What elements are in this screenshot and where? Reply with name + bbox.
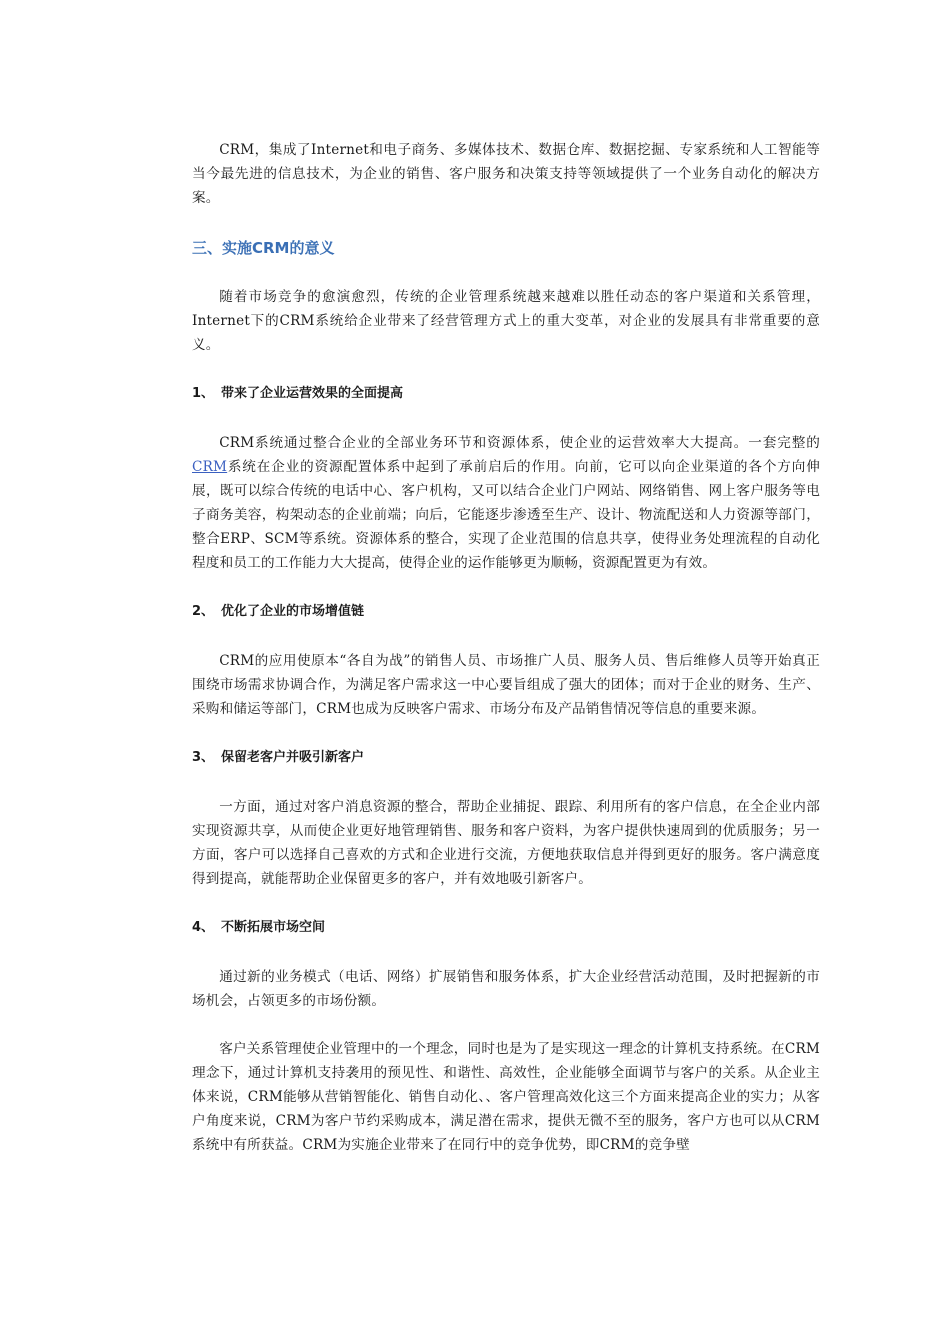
subsection-title-3 (192, 746, 820, 770)
section-title: 三、实施CRM的意义 (192, 239, 335, 257)
crm-link[interactable]: CRM (192, 459, 228, 475)
subsection-title-1 (192, 382, 820, 406)
subsection-title-text: 带来了企业运营效果的全面提高 (221, 386, 404, 401)
subsection-title-4 (192, 916, 820, 940)
paragraph-text: CRM系统通过整合企业的全部业务环节和资源体系，使企业的运营效率大大提高。一套完整的 (219, 435, 820, 451)
document-page (192, 138, 820, 1157)
subsection-number: 3、 (192, 750, 215, 765)
section-intro-paragraph: 随着市场竞争的愈演愈烈，传统的企业管理系统越来越难以胜任动态的客户渠道和关系管理，Internet下的CRM系统给企业带来了经营管理方式上的重大变革，对企业的发展具有非常重要的意义。 (192, 289, 820, 353)
paragraph-text: 系统在企业的资源配置体系中起到了承前启后的作用。向前，它可以向企业渠道的各个方向伸展，既可以综合传统的电话中心、客户机构，又可以结合企业门户网站、网络销售、网上客户服务等电子商务美容，构架动态的企业前端；向后，它能逐步渗透至生产、设计、物流配送和人力资源等部门，整合ERP、SCM等系统。资源体系的整合，实现了企业范围的信息共享，使得业务处理流程的自动化程度和员工的工作能力大大提高，使得企业的运作能够更为顺畅，资源配置更为有效。 (192, 459, 820, 571)
subsection-paragraph-2: CRM的应用使原本“各自为战”的销售人员、市场推广人员、服务人员、售后维修人员等开始真正围绕市场需求协调合作，为满足客户需求这一中心要旨组成了强大的团体；而对于企业的财务、生产、采购和储运等部门，CRM也成为反映客户需求、市场分布及产品销售情况等信息的重要来源。 (192, 653, 820, 717)
subsection-number: 2、 (192, 604, 215, 619)
subsection-title-text: 不断拓展市场空间 (221, 920, 326, 935)
subsection-number: 4、 (192, 920, 215, 935)
intro-paragraph: CRM，集成了Internet和电子商务、多媒体技术、数据仓库、数据挖掘、专家系统和人工智能等当今最先进的信息技术，为企业的销售、客户服务和决策支持等领域提供了一个业务自动化的解决方案。 (192, 142, 820, 206)
subsection-paragraph-1 (192, 431, 820, 575)
subsection-title-2 (192, 600, 820, 624)
subsection-number: 1、 (192, 386, 215, 401)
closing-paragraph: 客户关系管理使企业管理中的一个理念，同时也是为了是实现这一理念的计算机支持系统。在CRM理念下，通过计算机支持袭用的预见性、和谐性、高效性，企业能够全面调节与客户的关系。从企业主体来说，CRM能够从营销智能化、销售自动化、、客户管理高效化这三个方面来提高企业的实力；从客户角度来说，CRM为客户节约采购成本，满足潜在需求，提供无微不至的服务，客户方也可以从CRM系统中有所获益。CRM为实施企业带来了在同行中的竞争优势，即CRM的竞争壁 (192, 1041, 820, 1153)
subsection-paragraph-4: 通过新的业务模式（电话、网络）扩展销售和服务体系，扩大企业经营活动范围，及时把握新的市场机会，占领更多的市场份额。 (192, 969, 820, 1009)
subsection-title-text: 优化了企业的市场增值链 (221, 604, 365, 619)
subsection-title-text: 保留老客户并吸引新客户 (221, 750, 365, 765)
subsection-paragraph-3: 一方面，通过对客户消息资源的整合，帮助企业捕捉、跟踪、利用所有的客户信息，在全企业内部实现资源共享，从而使企业更好地管理销售、服务和客户资料，为客户提供快速周到的优质服务；另一方面，客户可以选择自己喜欢的方式和企业进行交流，方便地获取信息并得到更好的服务。客户满意度得到提高，就能帮助企业保留更多的客户，并有效地吸引新客户。 (192, 799, 820, 887)
